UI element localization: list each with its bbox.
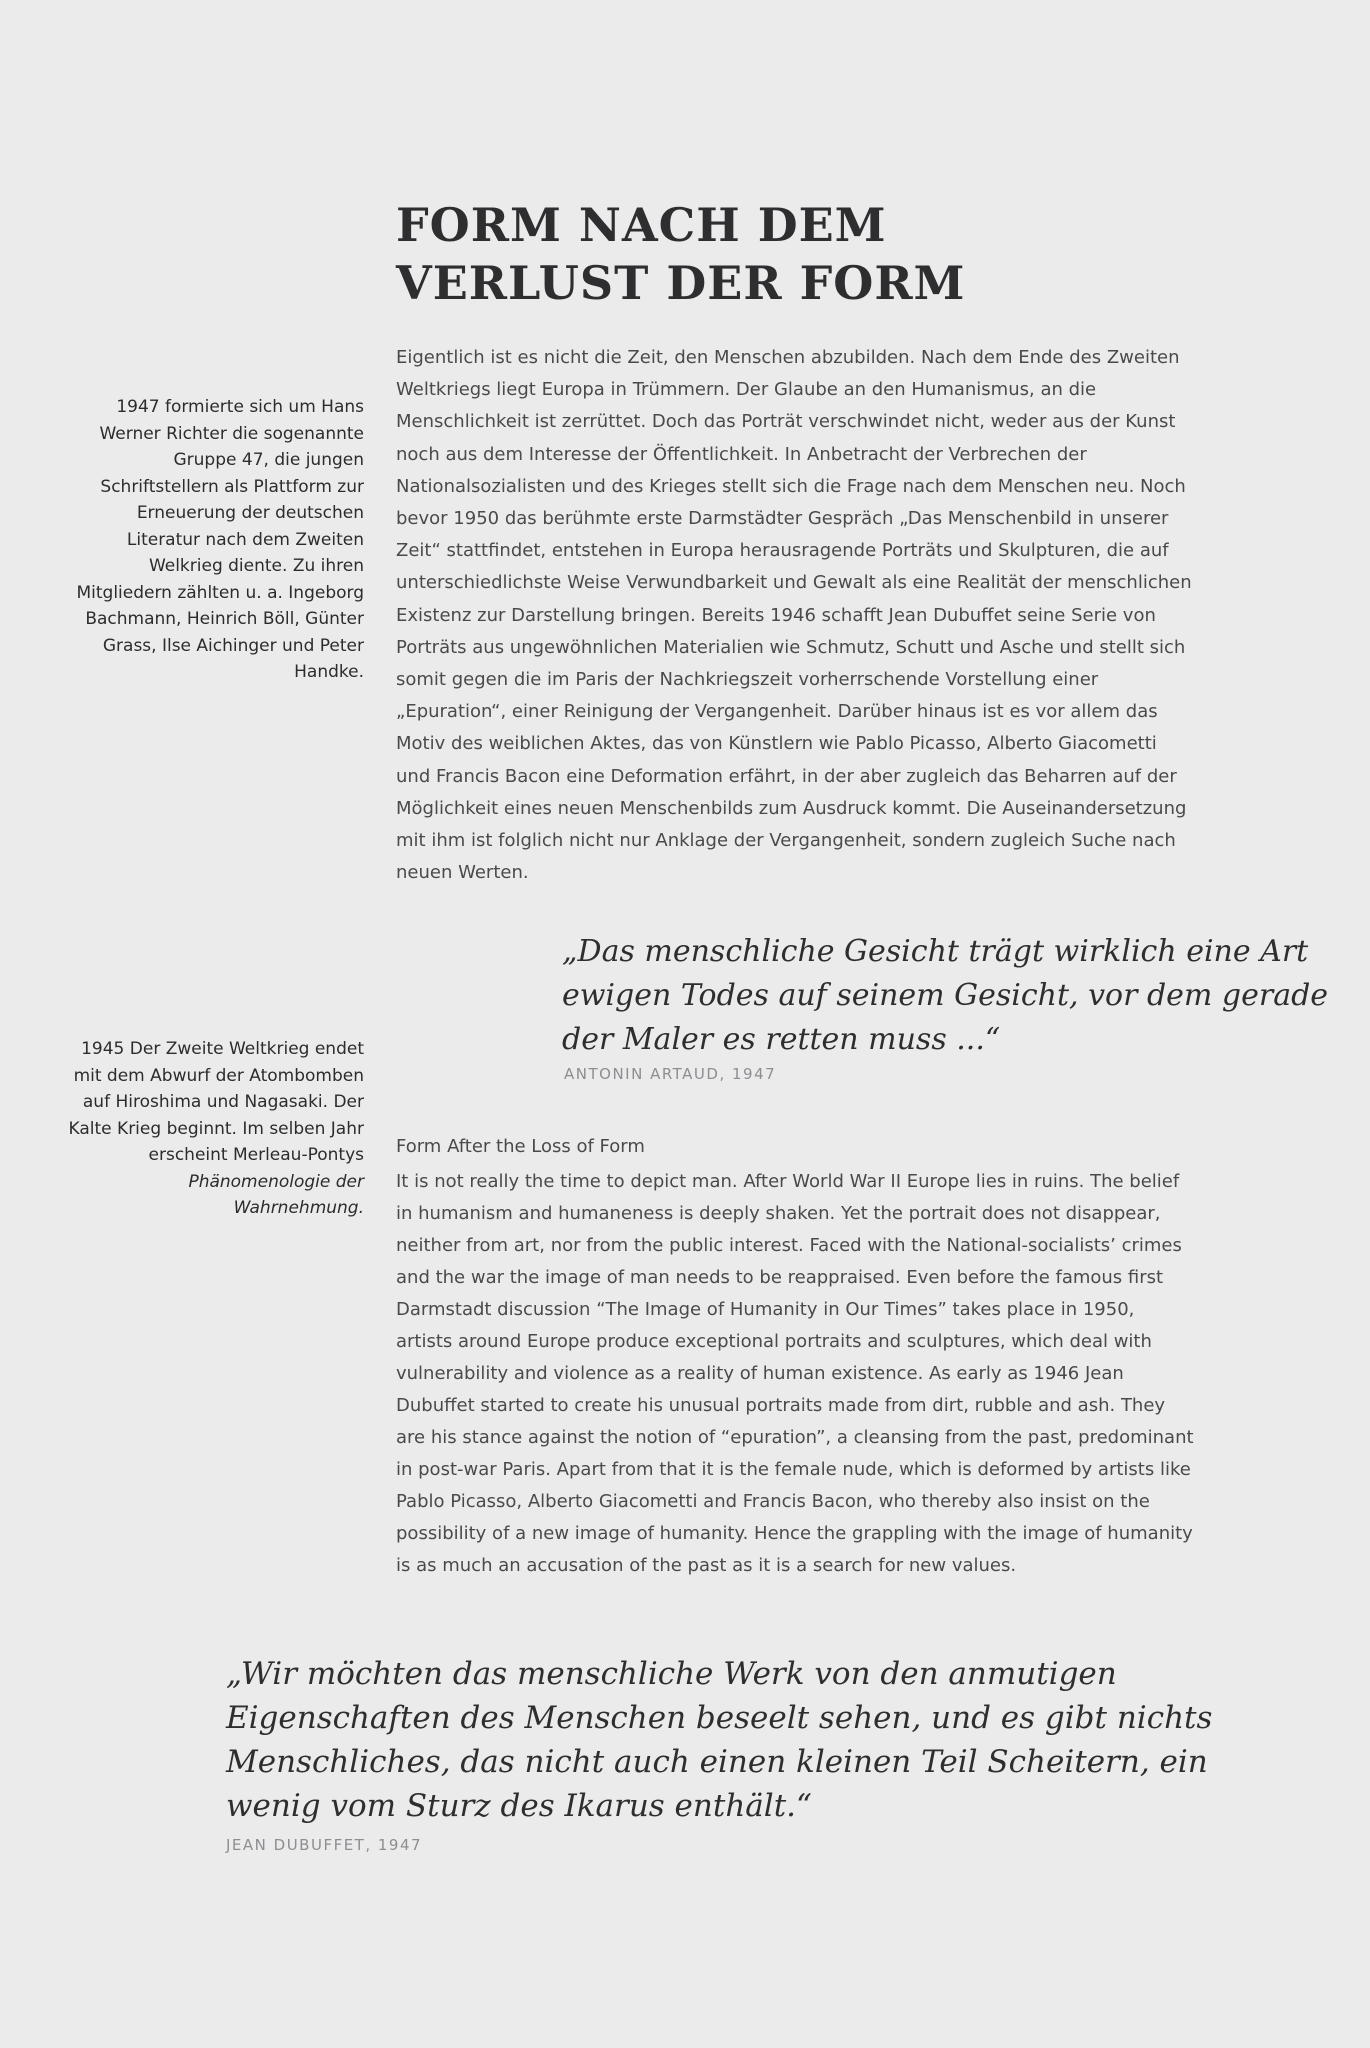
english-title: Form After the Loss of Form — [396, 1136, 645, 1157]
sidebar-note-1947: 1947 formierte sich um Hans Werner Richter die sogenannte Gruppe 47, die jungen Schriftstellern als Plattform zur Erneuerung der deutschen Literatur nach dem Zweiten Welkrieg diente. Zu ihren Mitgliedern zählten u. a. Ingeborg Bachmann, Heinrich Böll, Günter Grass, Ilse Aichinger und Peter Handke. — [76, 397, 364, 682]
quote-dubuffet-author: JEAN DUBUFFET, 1947 — [226, 1836, 423, 1854]
sidebar-note-1945-text: 1945 Der Zweite Weltkrieg endet mit dem Abwurf der Atombomben auf Hiroshima und Nagasaki. Der Kalte Krieg beginnt. Im selben Jahr erscheint Merleau-Pontys — [68, 1039, 364, 1165]
title-line-2: VERLUST DER FORM — [396, 256, 966, 310]
sidebar-note-1945 — [64, 1036, 364, 1222]
quote-dubuffet: „Wir möchten das menschliche Werk von den anmutigen Eigenschaften des Menschen beseelt sehen, und es gibt nichts Menschliches, das nicht auch einen kleinen Teil Scheitern, ein wenig vom Sturz des Ikarus enthält.“ — [226, 1656, 1213, 1824]
page-title — [396, 196, 1096, 312]
quote-artaud: „Das menschliche Gesicht trägt wirklich eine Art ewigen Todes auf seinem Gesicht, vor dem gerade der Maler es retten muss ...“ — [562, 934, 1329, 1057]
quote-artaud-author: ANTONIN ARTAUD, 1947 — [564, 1065, 777, 1083]
sidebar-note-1945-book: Phänomenologie der Wahrnehmung. — [188, 1171, 364, 1218]
title-line-1: FORM NACH DEM — [396, 198, 887, 252]
german-body-text: Eigentlich ist es nicht die Zeit, den Menschen abzubilden. Nach dem Ende des Zweiten Weltkriegs liegt Europa in Trümmern. Der Glaube an den Humanismus, an die Menschlichkeit ist zerrüttet. Doch das Porträt verschwindet nicht, weder aus der Kunst noch aus dem Interesse der Öffentlichkeit. In Anbetracht der Verbrechen der Nationalsozialisten und des Krieges stellt sich die Frage nach dem Menschen neu. Noch bevor 1950 das berühmte erste Darmstädter Gespräch „Das Menschenbild in unserer Zeit“ stattfindet, entstehen in Europa herausragende Porträts und Skulpturen, die auf unterschiedlichste Weise Verwundbarkeit und Gewalt als eine Realität der menschlichen Existenz zur Darstellung bringen. Bereits 1946 schafft Jean Dubuffet seine Serie von Porträts aus ungewöhnlichen Materialien wie Schmutz, Schutt und Asche und stellt sich somit gegen die im Paris der Nachkriegszeit vorherrschende Vorstellung einer „Epuration“, einer Reinigung der Vergangenheit. Darüber hinaus ist es vor allem das Motiv des weiblichen Aktes, das von Künstlern wie Pablo Picasso, Alberto Giacometti und Francis Bacon eine Deformation erfährt, in der aber zugleich das Beharren auf der Möglichkeit eines neuen Menschenbilds zum Ausdruck kommt. Die Auseinandersetzung mit ihm ist folglich nicht nur Anklage der Vergangenheit, sondern zugleich Suche nach neuen Werten. — [396, 347, 1192, 884]
english-body-text: It is not really the time to depict man. After World War II Europe lies in ruins. The belief in humanism and humaneness is deeply shaken. Yet the portrait does not disappear, neither from art, nor from the public interest. Faced with the National-socialists’ crimes and the war the image of man needs to be reappraised. Even before the famous first Darmstadt discussion “The Image of Humanity in Our Times” takes place in 1950, artists around Europe produce exceptional portraits and sculptures, which deal with vulnerability and violence as a reality of human existence. As early as 1946 Jean Dubuffet started to create his unusual portraits made from dirt, rubble and ash. They are his stance against the notion of “epuration”, a cleansing from the past, predominant in post-war Paris. Apart from that it is the female nude, which is deformed by artists like Pablo Picasso, Alberto Giacometti and Francis Bacon, who thereby also insist on the possibility of a new image of humanity. Hence the grappling with the image of humanity is as much an accusation of the past as it is a search for new values. — [396, 1171, 1194, 1576]
